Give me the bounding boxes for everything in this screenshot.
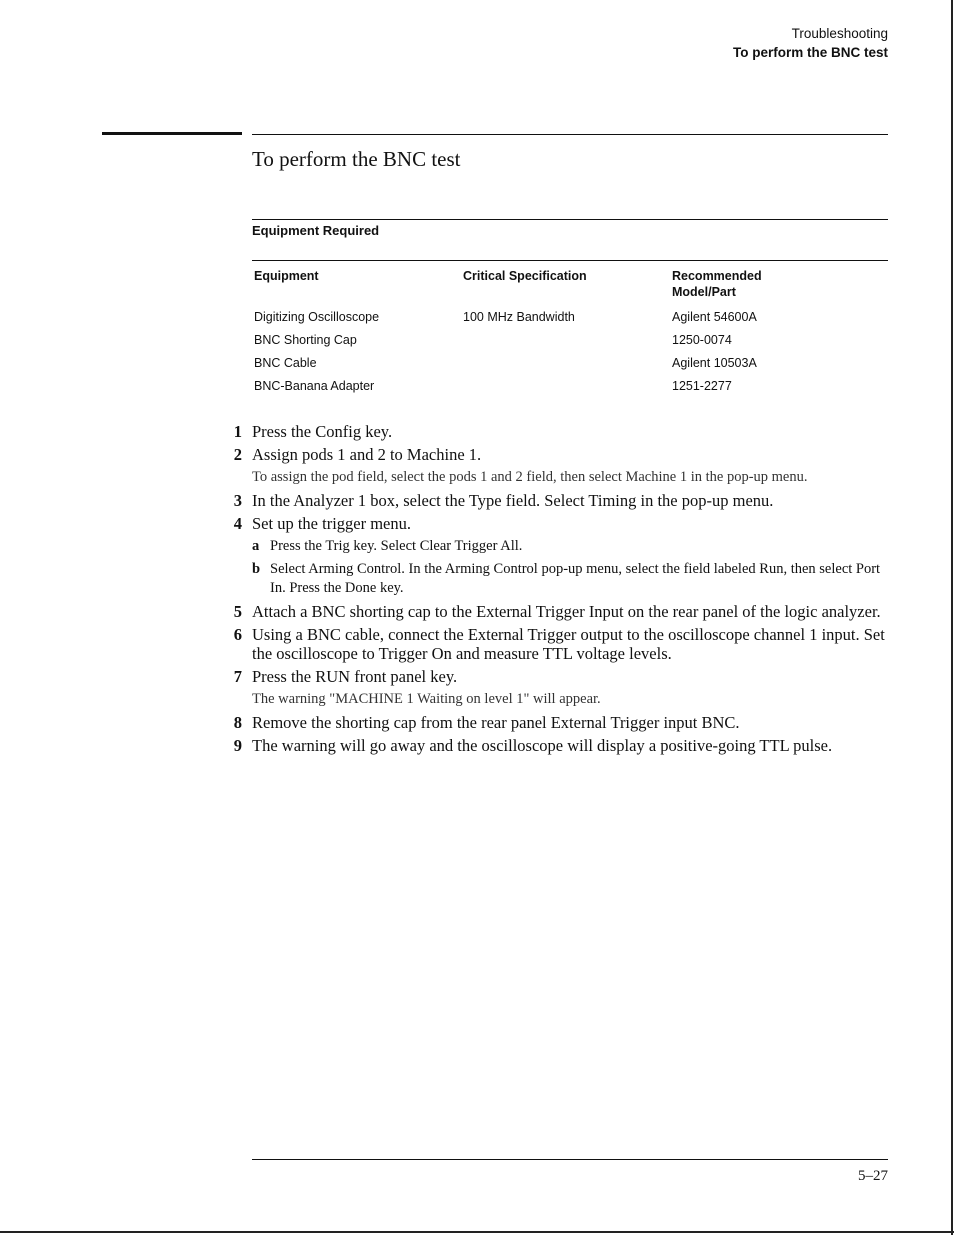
table-cell: Digitizing Oscilloscope — [254, 310, 380, 324]
table-cell: 1251-2277 — [672, 379, 732, 393]
equipment-rule-top — [252, 219, 888, 220]
substep-letter: a — [252, 538, 260, 554]
step-text: Set up the trigger menu. — [252, 514, 412, 533]
footer-rule — [252, 1159, 888, 1160]
table-row — [254, 378, 888, 401]
step-text: Assign pods 1 and 2 to Machine 1. — [252, 445, 482, 464]
step-number: 6 — [233, 625, 242, 644]
substep-text: Press the Trig key. Select Clear Trigger All. — [270, 538, 523, 554]
page-title: To perform the BNC test — [252, 147, 461, 171]
step-number: 7 — [233, 667, 242, 686]
equipment-table-header — [254, 268, 888, 309]
step-number: 8 — [233, 713, 242, 732]
step-number: 2 — [233, 445, 242, 464]
page-border-bottom — [0, 1231, 954, 1233]
table-row — [254, 332, 888, 355]
substep-text: Select Arming Control. In the Arming Control pop-up menu, select the field labeled Run, then select Port In. Press the Done key. — [270, 561, 881, 596]
step-number: 4 — [233, 514, 242, 533]
step-3 — [224, 491, 888, 510]
table-cell: 100 MHz Bandwidth — [463, 310, 575, 324]
page-border-right — [951, 0, 953, 1235]
step-number: 5 — [233, 602, 242, 621]
running-head — [733, 24, 888, 62]
table-cell: BNC Cable — [254, 356, 317, 370]
step-text: Attach a BNC shorting cap to the External Trigger Input on the rear panel of the logic analyzer. — [252, 602, 881, 621]
equipment-table — [254, 268, 888, 401]
substep-4b — [224, 560, 888, 598]
column-header-equipment: Equipment — [254, 269, 319, 283]
procedure-steps — [224, 422, 888, 759]
running-head-section: To perform the BNC test — [732, 45, 888, 60]
step-4 — [224, 514, 888, 533]
section-thin-rule — [252, 134, 888, 135]
step-text: Using a BNC cable, connect the External Trigger output to the oscilloscope channel 1 input. Set the oscilloscope to Trigger On and measure TTL voltage levels. — [252, 625, 885, 663]
running-head-chapter: Troubleshooting — [791, 26, 888, 41]
step-number: 1 — [233, 422, 242, 441]
step-8 — [224, 713, 888, 732]
equipment-heading: Equipment Required — [252, 223, 380, 238]
table-cell: 1250-0074 — [672, 333, 732, 347]
table-cell: BNC-Banana Adapter — [254, 379, 375, 393]
substep-letter: b — [252, 561, 261, 577]
page-number: 5–27 — [858, 1168, 888, 1184]
step-text: Press the RUN front panel key. — [252, 667, 458, 686]
table-row — [254, 355, 888, 378]
section-thick-rule — [102, 132, 242, 135]
column-header-critical-specification: Critical Specification — [463, 269, 587, 283]
step-2-note: To assign the pod field, select the pods 1 and 2 field, then select Machine 1 in the pop-up menu. — [252, 469, 808, 485]
step-text: The warning will go away and the oscilloscope will display a positive-going TTL pulse. — [252, 736, 833, 755]
step-2 — [224, 445, 888, 464]
step-6 — [224, 625, 888, 663]
table-cell: Agilent 10503A — [672, 356, 757, 370]
table-row — [254, 309, 888, 332]
step-9 — [224, 736, 888, 755]
column-header-recommended-model: Recommended Model/Part — [672, 269, 762, 299]
equipment-rule-mid — [252, 260, 888, 261]
step-text: In the Analyzer 1 box, select the Type field. Select Timing in the pop-up menu. — [252, 491, 774, 510]
step-5 — [224, 602, 888, 621]
step-text: Remove the shorting cap from the rear panel External Trigger input BNC. — [252, 713, 740, 732]
table-cell: Agilent 54600A — [672, 310, 757, 324]
table-cell: BNC Shorting Cap — [254, 333, 357, 347]
step-number: 3 — [233, 491, 242, 510]
step-7-note: The warning "MACHINE 1 Waiting on level 1" will appear. — [252, 691, 601, 707]
step-1 — [224, 422, 888, 441]
step-7 — [224, 667, 888, 686]
substep-4a — [224, 537, 888, 556]
step-text: Press the Config key. — [252, 422, 393, 441]
step-number: 9 — [233, 736, 242, 755]
